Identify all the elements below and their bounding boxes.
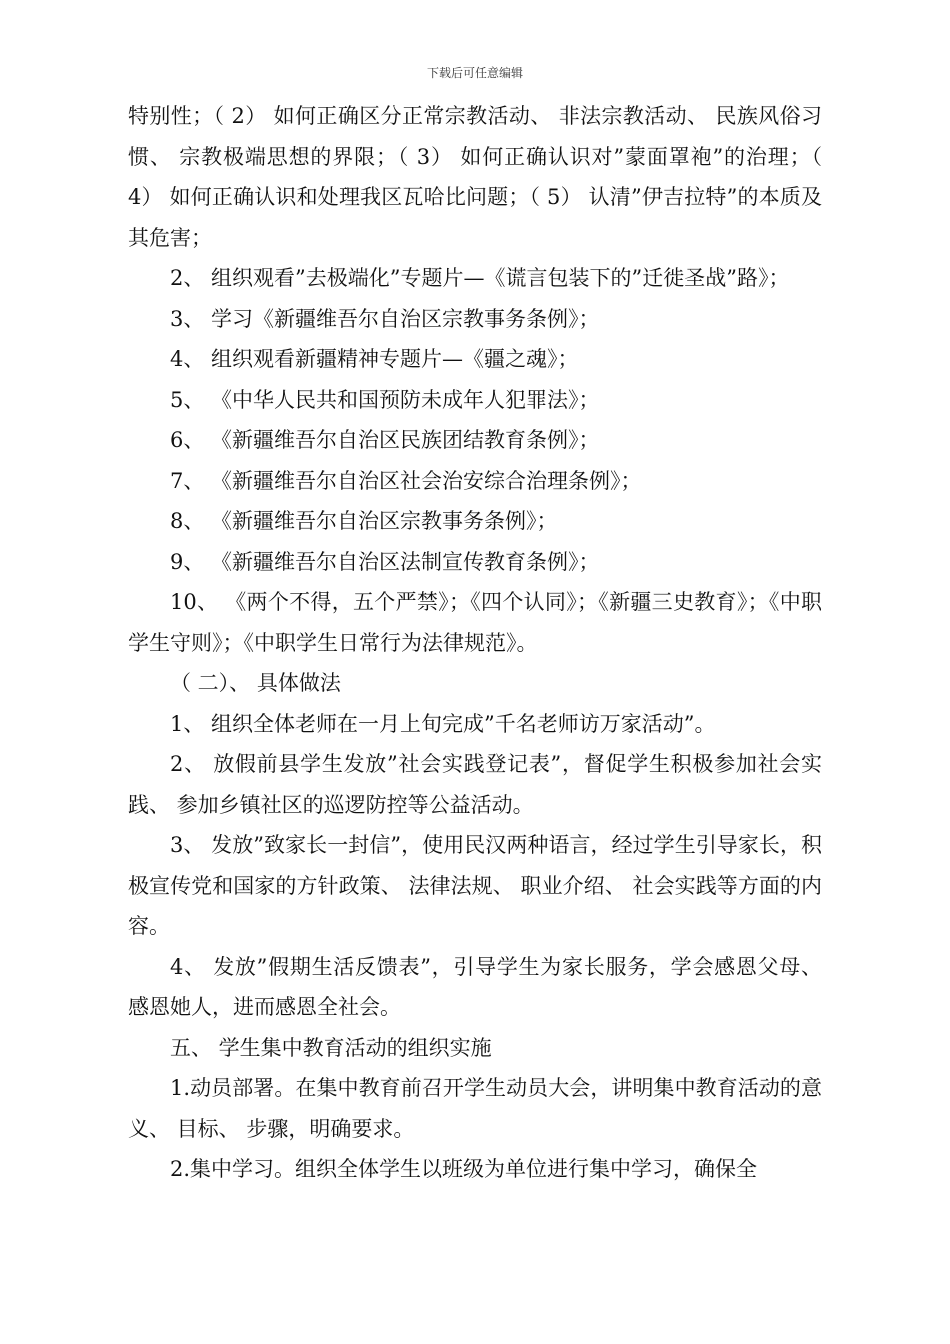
paragraph: 6、 《新疆维吾尔自治区民族团结教育条例》； — [170, 428, 600, 452]
paragraph: 特别性；（ 2） 如何正确区分正常宗教活动、 非法宗教活动、 民族风俗习惯、 宗教极端思想的界限；（ 3） 如何正确认识对”蒙面罩袍”的治理；（ 4） 如何正确认识和处理我区瓦哈比问题；（ 5） 认清”伊吉拉特”的本质及其危害； — [128, 104, 822, 250]
page-header: 下载后可任意编辑 — [426, 66, 523, 80]
paragraph: 5、 《中华人民共和国预防未成年人犯罪法》； — [170, 387, 600, 412]
paragraph: 1.动员部署。在集中教育前召开学生动员大会，讲明集中教育活动的意义、 目标、 步骤，明确要求。 — [128, 1076, 822, 1141]
paragraph: 7、 《新疆维吾尔自治区社会治安综合治理条例》； — [170, 468, 642, 493]
paragraph: 9、 《新疆维吾尔自治区法制宣传教育条例》； — [170, 549, 600, 574]
document-body — [128, 96, 822, 1190]
paragraph: 3、 发放”致家长一封信”，使用民汉两种语言，经过学生引导家长，积极宣传党和国家的方针政策、 法律法规、 职业介绍、 社会实践等方面的内容。 — [128, 833, 822, 938]
paragraph: 1、 组织全体老师在一月上旬完成”千名老师访万家活动”。 — [170, 711, 716, 736]
paragraph: 2、 放假前县学生发放”社会实践登记表”，督促学生积极参加社会实践、 参加乡镇社区的巡逻防控等公益活动。 — [128, 752, 822, 817]
paragraph: 8、 《新疆维吾尔自治区宗教事务条例》； — [170, 509, 558, 533]
paragraph: 2、 组织观看”去极端化”专题片—《谎言包装下的”迁徙圣战”路》； — [170, 266, 790, 290]
paragraph: 4、 发放”假期生活反馈表”，引导学生为家长服务，学会感恩父母、 感恩她人，进而感恩全社会。 — [128, 954, 822, 1019]
paragraph: 2.集中学习。组织全体学生以班级为单位进行集中学习，确保全 — [170, 1157, 758, 1181]
section-heading: （ 二）、 具体做法 — [170, 671, 341, 695]
section-heading: 五、 学生集中教育活动的组织实施 — [170, 1035, 492, 1060]
paragraph: 4、 组织观看新疆精神专题片—《疆之魂》； — [170, 347, 579, 371]
paragraph: 3、 学习《新疆维吾尔自治区宗教事务条例》； — [170, 306, 600, 331]
paragraph: 10、 《两个不得，五个严禁》；《四个认同》；《新疆三史教育》；《中职学生守则》；《中职学生日常行为法律规范》。 — [128, 590, 822, 655]
